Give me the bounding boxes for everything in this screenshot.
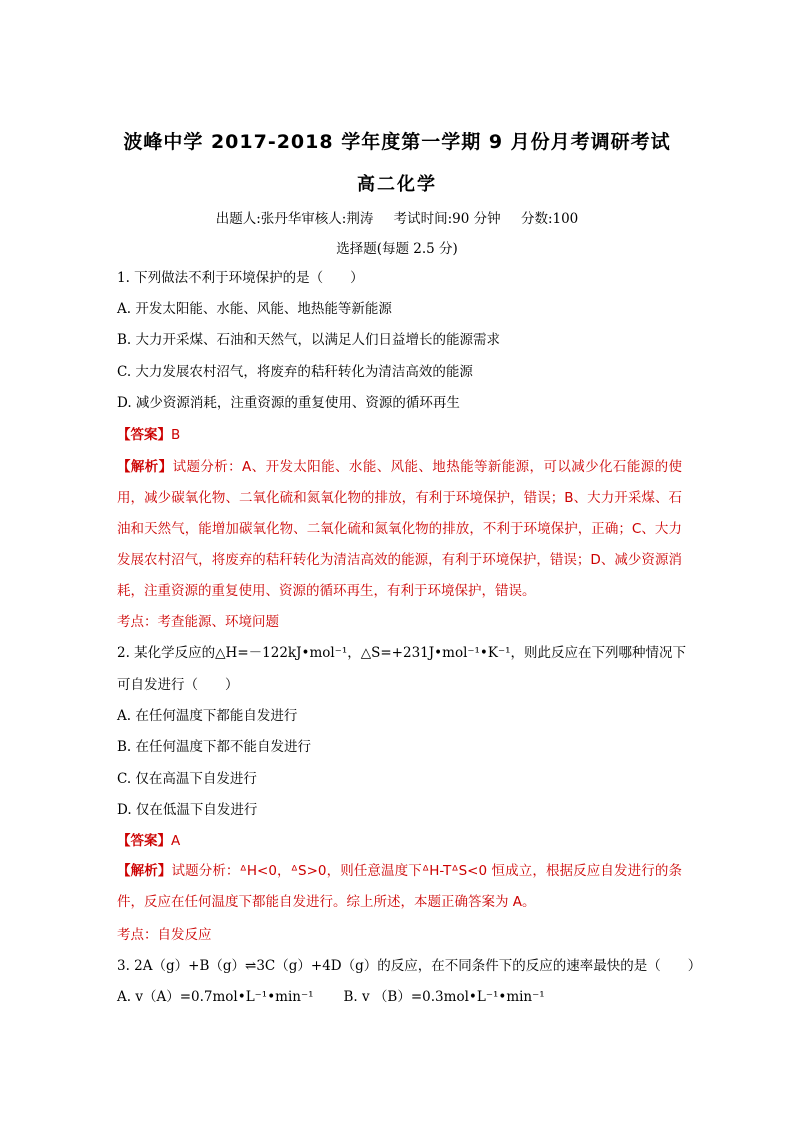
q2-stem-line1: 2. 某化学反应的△H=－122kJ•mol⁻¹，△S=+231J•mol⁻¹•K⁻¹，则此反应在下列哪种情况下 [117, 645, 687, 661]
q2-option-c: C. 仅在高温下自发进行 [117, 771, 257, 787]
q2-option-b: B. 在任何温度下都不能自发进行 [117, 739, 312, 755]
q2-answer-value: A [171, 833, 181, 849]
q1-analysis-text: 试题分析：A、开发太阳能、水能、风能、地热能等新能源，可以减少化石能源的使用，减少碳氧化物、二氧化硫和氮氧化物的排放，有利于环境保护，错误；B、大力开采煤、石油和天然气，能增加碳氧化物、二氧化硫和氮氧化物的排放，不利于环境保护，正确；C、大力发展农村沼气，将废弃的秸秆转化为清洁高效的能源，有利于环境保护，错误；D、减少资源消耗，注重资源的重复使用、资源的循环再生，有利于环境保护，错误。 [117, 459, 683, 599]
q1-answer-value: B [171, 427, 181, 443]
q1-answer [117, 425, 682, 445]
q1-answer-label: 【答案】 [117, 427, 171, 443]
exam-time: 考试时间:90 分钟 [393, 211, 501, 227]
exam-score: 分数:100 [520, 211, 579, 227]
q1-option-c: C. 大力发展农村沼气，将废弃的秸秆转化为清洁高效的能源 [117, 364, 473, 380]
section-heading: 选择题(每题 2.5 分) [336, 241, 458, 257]
q2-analysis-label: 【解析】 [117, 863, 172, 879]
q3-stem: 3. 2A（g）+B（g）⇌3C（g）+4D（g）的反应，在不同条件下的反应的速率最快的是（ ） [117, 958, 702, 974]
q1-topic: 考点：考查能源、环境问题 [117, 614, 279, 630]
q2-answer [117, 831, 682, 851]
q1-option-a: A. 开发太阳能、水能、风能、地热能等新能源 [117, 301, 392, 317]
exam-title: 波峰中学 2017-2018 学年度第一学期 9 月份月考调研考试 [123, 131, 671, 153]
q1-analysis [117, 452, 682, 607]
q2-answer-label: 【答案】 [117, 833, 171, 849]
q2-analysis [117, 856, 682, 918]
q3-options-row [117, 987, 682, 1007]
exam-meta [0, 207, 794, 227]
q3-option-b: B. v （B）=0.3mol•L⁻¹•min⁻¹ [343, 989, 545, 1005]
exam-setter: 出题人:张丹华审核人:荆涛 [215, 211, 374, 227]
q1-analysis-label: 【解析】 [117, 459, 173, 475]
exam-subject: 高二化学 [357, 174, 437, 195]
q2-topic: 考点：自发反应 [117, 927, 212, 943]
q2-option-d: D. 仅在低温下自发进行 [117, 802, 258, 818]
q2-stem-line2: 可自发进行（ ） [117, 677, 239, 693]
q3-option-a: A. v（A）=0.7mol•L⁻¹•min⁻¹ [117, 989, 314, 1005]
q1-option-d: D. 减少资源消耗，注重资源的重复使用、资源的循环再生 [117, 395, 460, 411]
q2-analysis-text: 试题分析：ᐞH<0，ᐞS>0，则任意温度下ᐞH-TᐞS<0 恒成立，根据反应自发进行的条件，反应在任何温度下都能自发进行。综上所述，本题正确答案为 A。 [117, 863, 682, 910]
q1-option-b: B. 大力开采煤、石油和天然气，以满足人们日益增长的能源需求 [117, 332, 501, 348]
q2-option-a: A. 在任何温度下都能自发进行 [117, 708, 298, 724]
q1-stem: 1. 下列做法不利于环境保护的是（ ） [117, 270, 364, 286]
